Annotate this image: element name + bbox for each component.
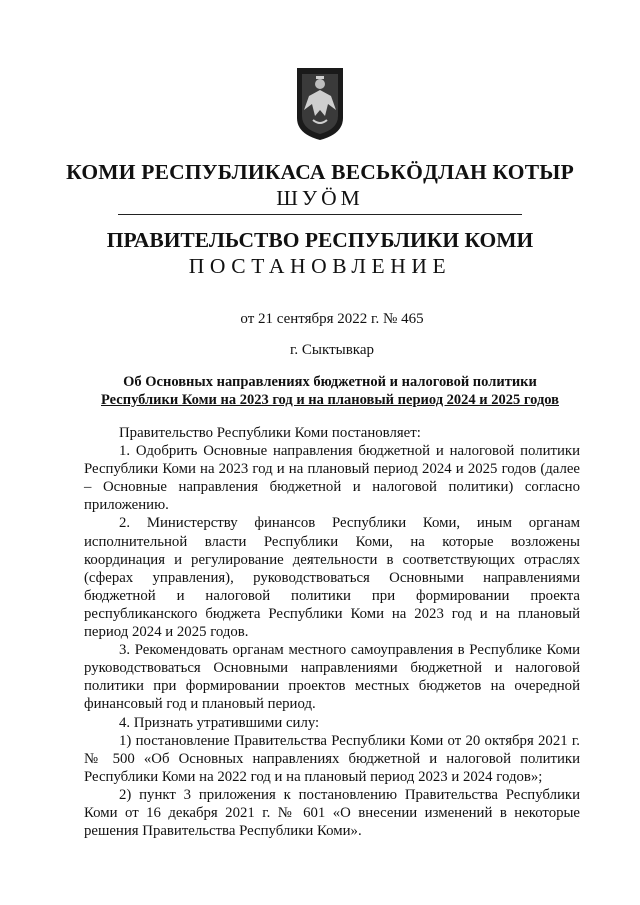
body-paragraph: 1. Одобрить Основные направления бюджетной и налоговой политики Республики Коми на 2023 год и на плановый период 2024 и 2025 годов (далее – Основные направления бюджетной и налоговой политики) согласно приложению. [84, 443, 580, 514]
russian-decree-label: ПОСТАНОВЛЕНИЕ [188, 254, 452, 278]
decree-title-line-1: Об Основных направлениях бюджетной и налоговой политики [123, 374, 537, 390]
decree-body [84, 424, 580, 840]
russian-government-title: ПРАВИТЕЛЬСТВО РЕСПУБЛИКИ КОМИ [106, 228, 534, 252]
body-paragraph: Правительство Республики Коми постановляет: [119, 425, 421, 441]
header-divider [118, 214, 522, 215]
komi-government-title: КОМИ РЕСПУБЛИКАСА ВЕСЬКӦДЛАН КОТЫР [66, 160, 574, 184]
decree-title-line-2: Республики Коми на 2023 год и на плановый период 2024 и 2025 годов [101, 391, 559, 408]
decree-title [80, 374, 580, 409]
coat-of-arms-emblem [295, 66, 345, 142]
body-paragraph: 2. Министерству финансов Республики Коми, иным органам исполнительной власти Республики Коми, на которые возложены координация и регулирование деятельности в соответствующих отраслях (сферах управления), руководствоваться Основными направлениями бюджетной и налоговой политики при формировании проекта республиканского бюджета Республики Коми на 2023 год и на плановый период 2024 и 2025 годов. [84, 515, 580, 641]
body-paragraph: 4. Признать утратившими силу: [119, 714, 320, 731]
komi-decree-label: ШУӦМ [276, 186, 364, 210]
decree-city: г. Сыктывкар [289, 342, 375, 358]
body-paragraph: 2) пункт 3 приложения к постановлению Правительства Республики Коми от 16 декабря 2021 г. № 601 «О внесении изменений в некоторые решения Правительства Республики Коми». [84, 786, 580, 840]
body-paragraph: 3. Рекомендовать органам местного самоуправления в Республике Коми руководствоваться Основными направлениями бюджетной и налоговой политики при формировании проектов местных бюджетов на очередной финансовый год и плановый период. [84, 642, 580, 713]
decree-date-number: от 21 сентября 2022 г. № 465 [240, 311, 424, 327]
body-paragraph: 1) постановление Правительства Республики Коми от 20 октября 2021 г. № 500 «Об Основных направлениях бюджетной и налоговой политики Республики Коми на 2022 год и на плановый период 2023 и 2024 годов»; [84, 732, 580, 785]
